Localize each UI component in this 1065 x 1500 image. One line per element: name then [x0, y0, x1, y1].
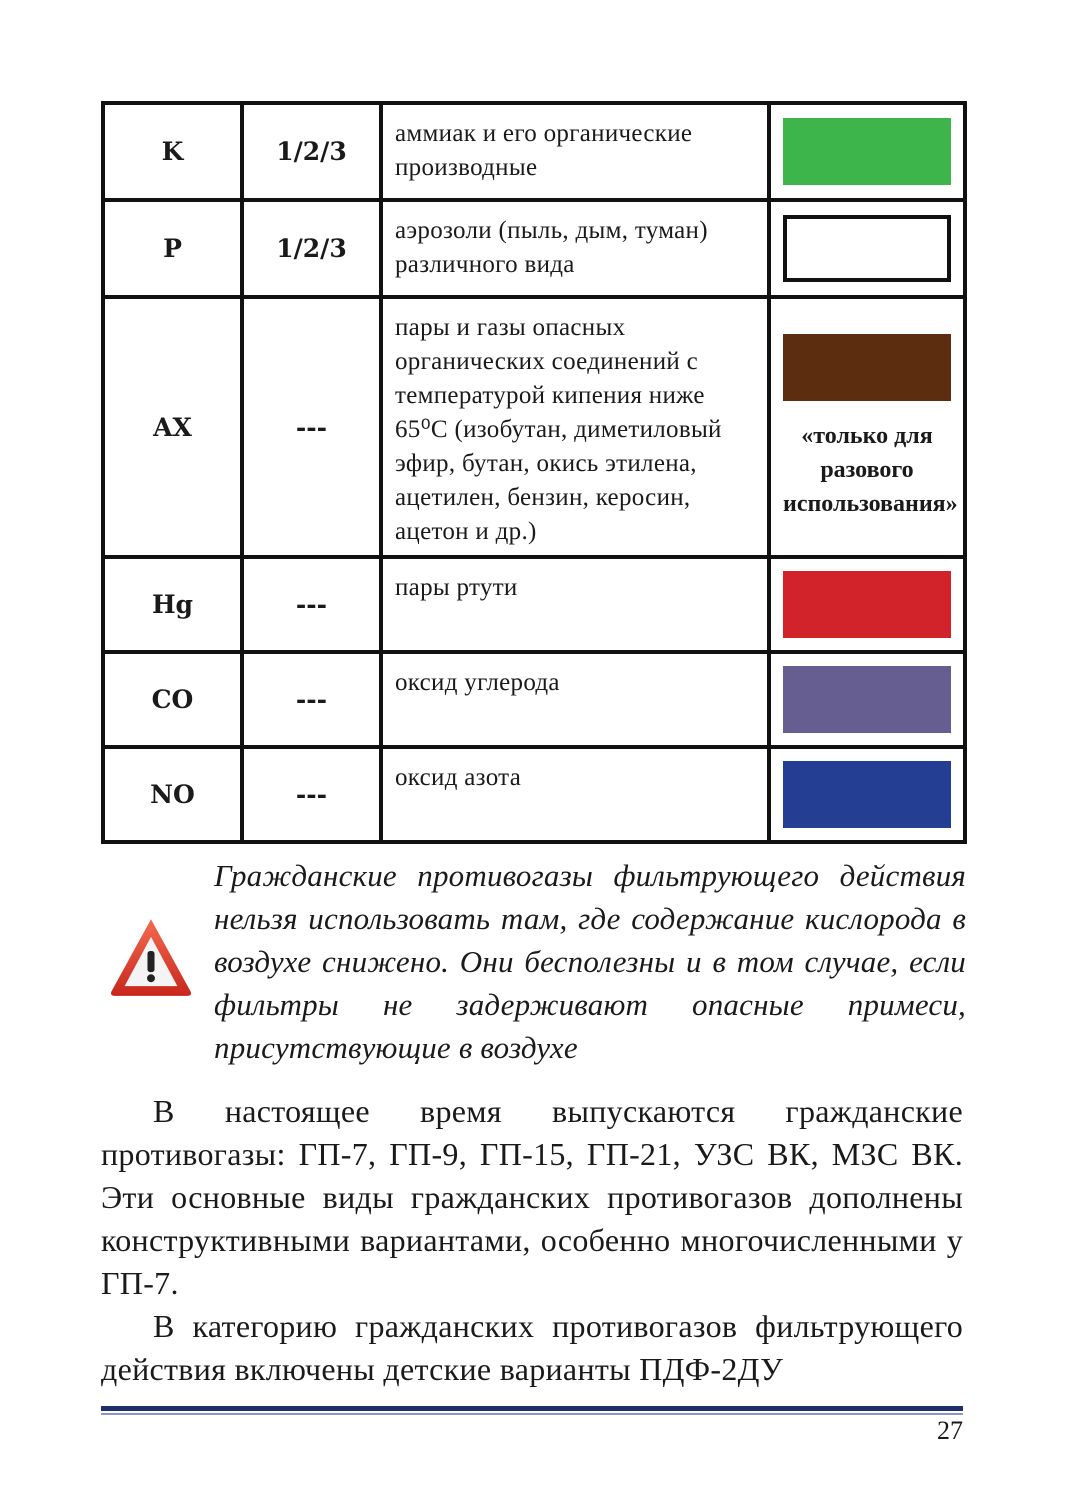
filter-brand: AX [103, 297, 242, 557]
page-number: 27 [937, 1416, 963, 1445]
table-row [103, 103, 965, 200]
single-use-note: «только для разового использования» [783, 422, 958, 517]
table-row [103, 297, 965, 557]
warning-block [101, 854, 966, 1069]
color-swatch [783, 215, 951, 282]
warning-text: Гражданские противогазы фильтрующего действия нельзя использовать там, где содержание кислорода в воздухе снижено. Они бесполезны и в том случае, если фильтры не задерживают опасные примеси, присутствующие в воздухе [214, 858, 966, 1065]
filter-description: пары и газы опасных органических соединений с температурой кипения ниже 65⁰С (изобутан, диметиловый эфир, бутан, окись этилена, ацетилен, бензин, керосин, ацетон и др.) [381, 297, 769, 557]
filter-color-cell [769, 103, 965, 200]
color-swatch [783, 761, 951, 828]
filter-class: --- [242, 652, 381, 747]
filter-table [101, 101, 967, 844]
color-swatch [783, 666, 951, 733]
filter-class: 1/2/3 [242, 200, 381, 297]
filter-color-cell [769, 652, 965, 747]
filter-description: пары ртути [381, 557, 769, 652]
paragraph: В категорию гражданских противогазов фильтрующего действия включены детские варианты ПДФ-2ДУ [101, 1308, 963, 1387]
filter-color-cell [769, 200, 965, 297]
filter-brand: CO [103, 652, 242, 747]
filter-description: аэрозоли (пыль, дым, туман) различного вида [381, 200, 769, 297]
filter-brand: NO [103, 747, 242, 842]
filter-color-cell [769, 297, 965, 557]
table-row [103, 557, 965, 652]
filter-description: аммиак и его органические производные [381, 103, 769, 200]
filter-color-cell [769, 747, 965, 842]
table-row [103, 652, 965, 747]
filter-class: --- [242, 747, 381, 842]
filter-brand: P [103, 200, 242, 297]
warning-triangle-icon [107, 914, 195, 1002]
filter-description: оксид углерода [381, 652, 769, 747]
filter-class: --- [242, 297, 381, 557]
footer-rule-thin [101, 1413, 963, 1415]
table-row [103, 200, 965, 297]
filter-color-cell [769, 557, 965, 652]
table-row [103, 747, 965, 842]
filter-brand: K [103, 103, 242, 200]
filter-class: --- [242, 557, 381, 652]
footer-rule [101, 1406, 963, 1411]
color-swatch [783, 118, 951, 185]
color-swatch [783, 334, 951, 401]
paragraph: В настоящее время выпускаются гражданские противогазы: ГП-7, ГП-9, ГП-15, ГП-21, УЗС ВК, МЗС ВК. Эти основные виды гражданских противогазов дополнены конструктивными вариантами, особенно многочисленными у ГП-7. [101, 1093, 963, 1301]
filter-class: 1/2/3 [242, 103, 381, 200]
filter-description: оксид азота [381, 747, 769, 842]
color-swatch [783, 571, 951, 638]
filter-brand: Hg [103, 557, 242, 652]
body-text [101, 1090, 963, 1391]
